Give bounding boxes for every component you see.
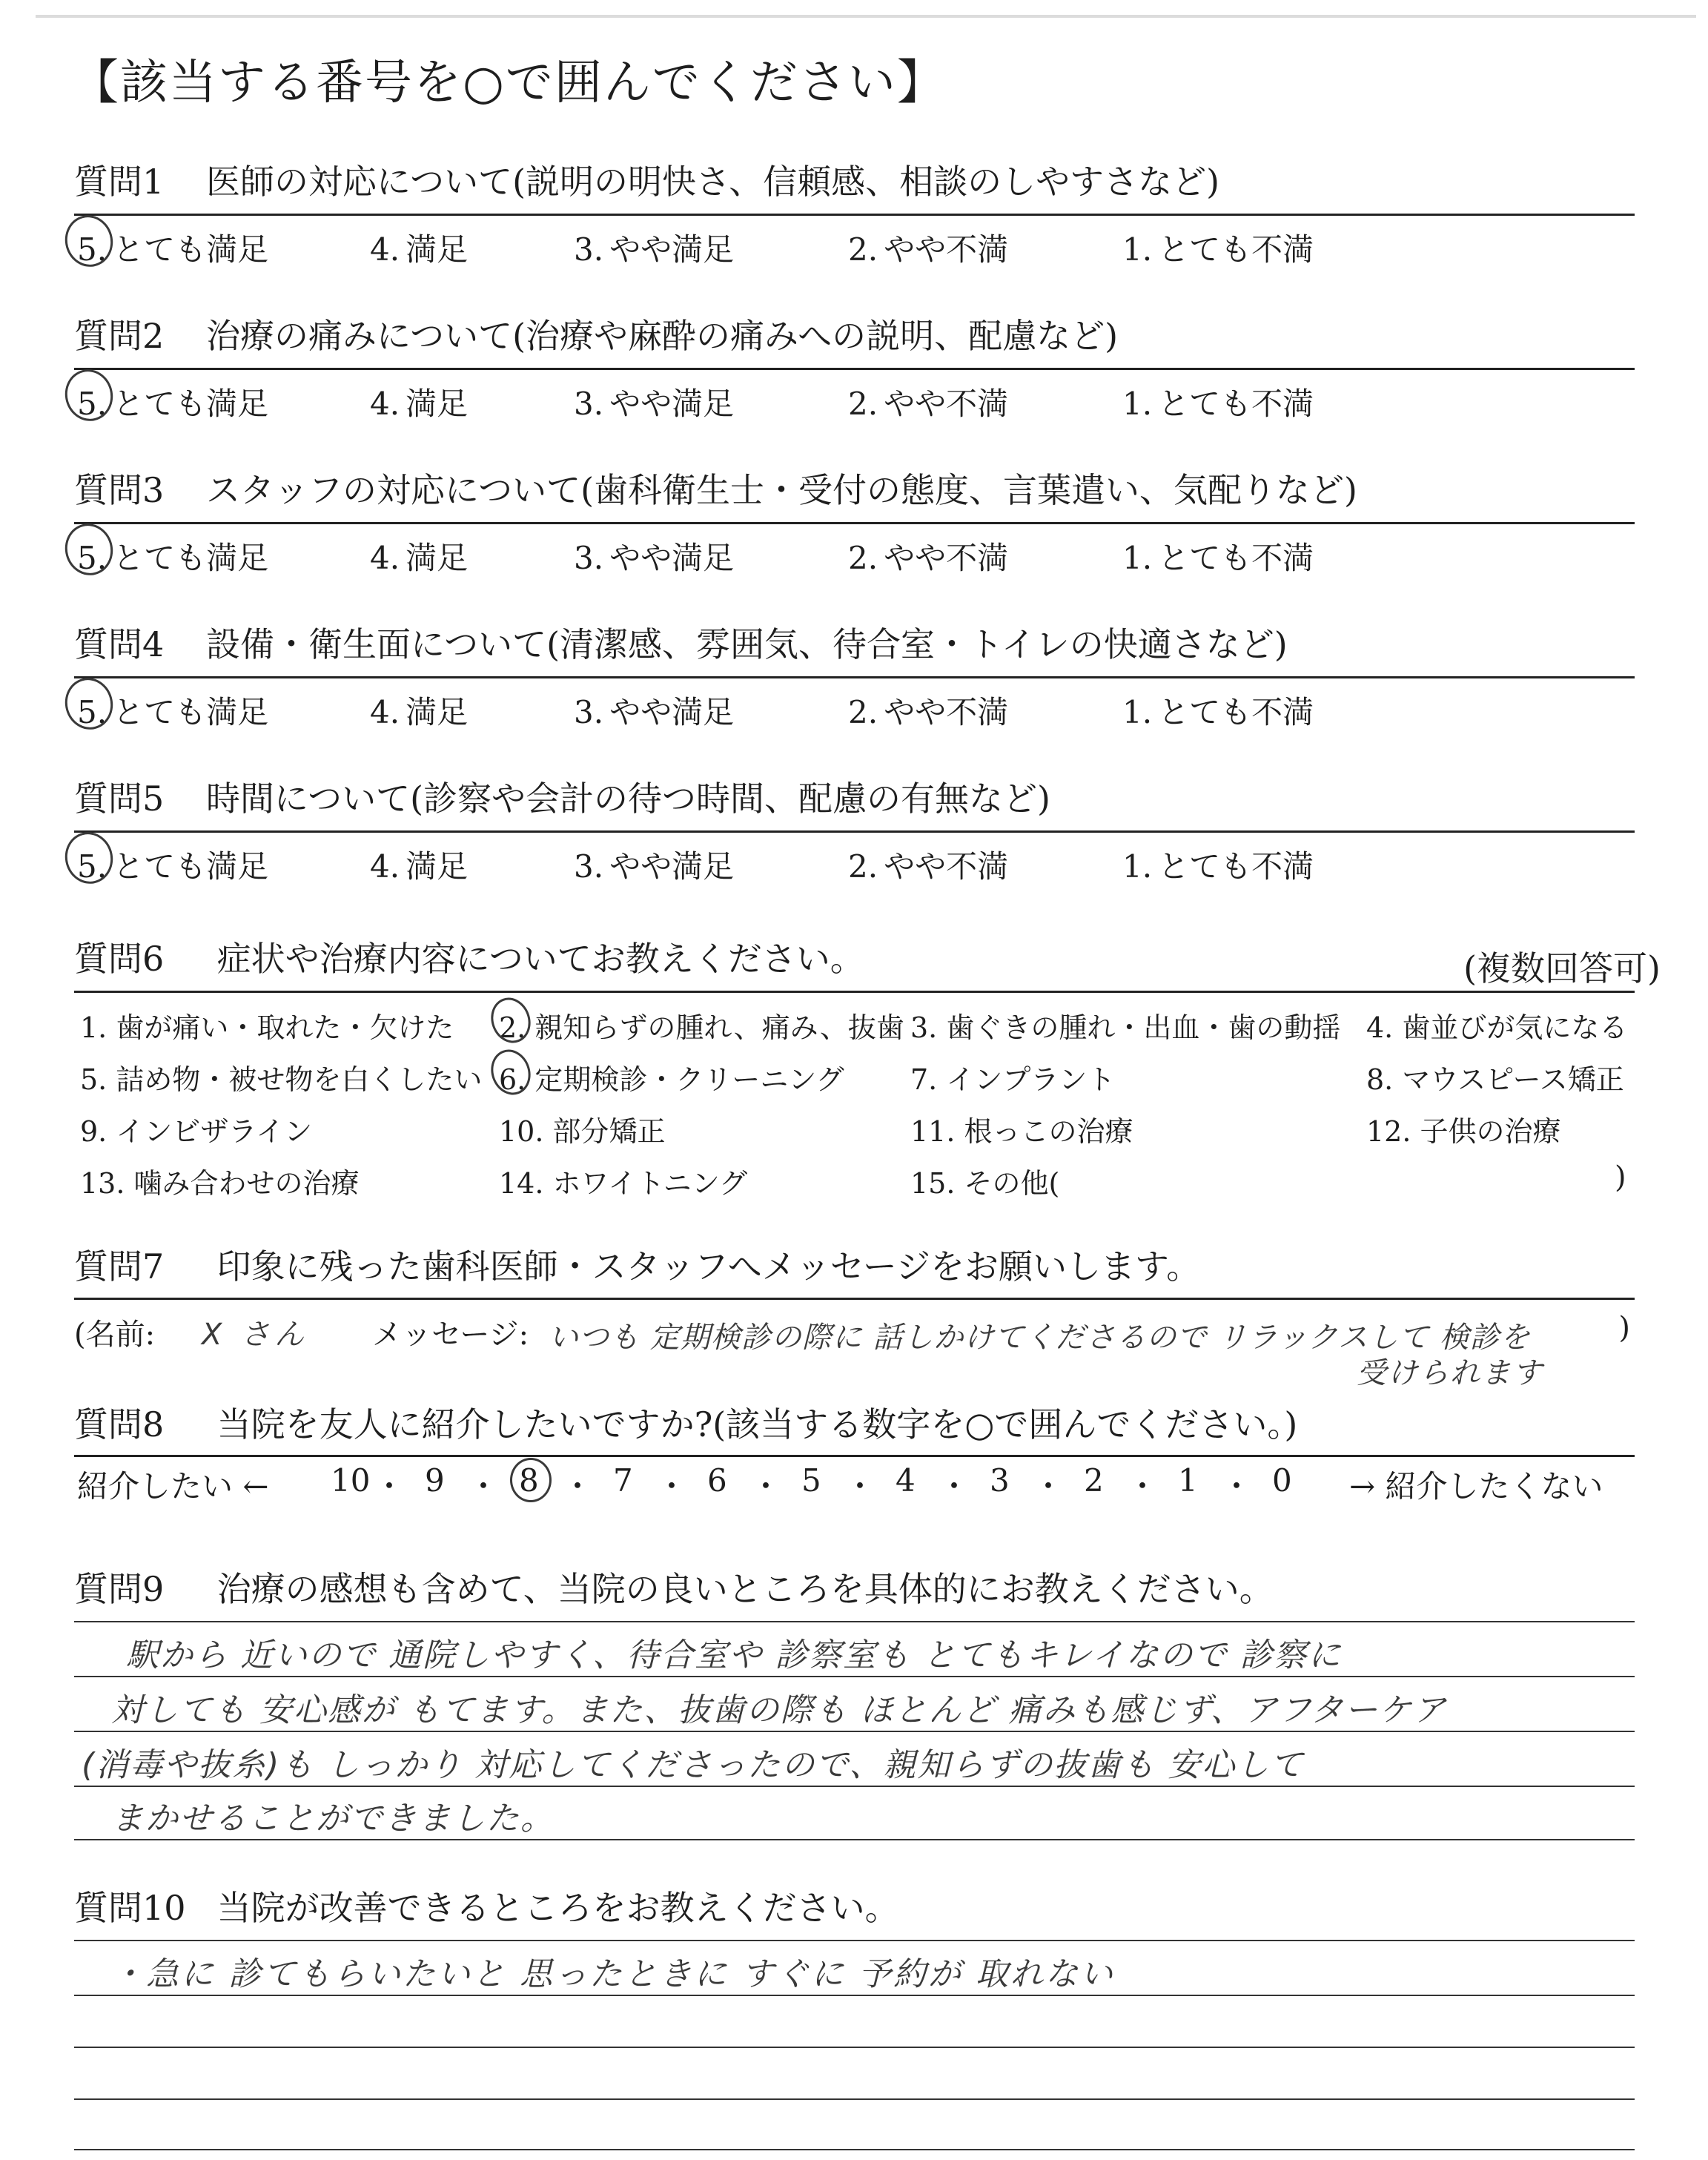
question-number: 質問1 bbox=[74, 162, 165, 202]
rating-number: 3. bbox=[574, 386, 604, 422]
top-divider bbox=[36, 15, 1696, 18]
rating-option[interactable] bbox=[370, 842, 468, 887]
q6-option-label: 13. 噛み合わせの治療 bbox=[80, 1167, 360, 1200]
multiple-answer-hint: (複数回答可) bbox=[1463, 948, 1661, 988]
question-6 bbox=[74, 939, 1631, 979]
rating-label: やや不満 bbox=[884, 848, 1009, 885]
question-8 bbox=[74, 1404, 1631, 1444]
answer-rule bbox=[74, 1839, 1635, 1840]
q6-option[interactable] bbox=[1366, 1057, 1624, 1097]
rating-options bbox=[77, 380, 1634, 424]
scale-separator: ・ bbox=[468, 1468, 500, 1505]
rating-option[interactable] bbox=[77, 534, 268, 578]
answer-rule bbox=[74, 1731, 1635, 1732]
question-text: 治療の痛みについて(治療や麻酔の痛みへの説明、配慮など) bbox=[206, 316, 1119, 356]
scale-value[interactable]: 8 bbox=[519, 1462, 539, 1499]
q6-option[interactable] bbox=[80, 1005, 454, 1046]
answer-rule bbox=[74, 1676, 1635, 1677]
question-rule bbox=[74, 522, 1635, 524]
question-1 bbox=[74, 162, 1631, 202]
q6-option-label: 4. 歯並びが気になる bbox=[1366, 1011, 1628, 1044]
rating-option[interactable] bbox=[574, 688, 734, 733]
handwritten-answer-line: まかせることができました。 bbox=[111, 1800, 555, 1837]
question-7 bbox=[74, 1246, 1631, 1287]
rating-number: 5. bbox=[77, 540, 107, 576]
rating-number: 2. bbox=[848, 848, 878, 885]
selected-circle-mark bbox=[59, 210, 119, 272]
rating-label: とても満足 bbox=[113, 540, 269, 576]
question-text: 医師の対応について(説明の明快さ、信頼感、相談のしやすさなど) bbox=[206, 162, 1220, 202]
question-number: 質問2 bbox=[74, 316, 165, 356]
q6-option-label: 15. その他( bbox=[910, 1167, 1060, 1200]
rating-label: とても不満 bbox=[1158, 694, 1314, 730]
rating-option[interactable] bbox=[574, 842, 734, 887]
q6-option-label: 2. 親知らずの腫れ、痛み、抜歯 bbox=[499, 1011, 904, 1044]
selected-circle-mark bbox=[510, 1458, 552, 1502]
question-number: 質問7 bbox=[74, 1246, 165, 1287]
rating-number: 1. bbox=[1122, 231, 1153, 268]
answer-rule bbox=[74, 1940, 1635, 1941]
q6-option[interactable] bbox=[1366, 1005, 1627, 1046]
question-number: 質問9 bbox=[74, 1569, 165, 1609]
q6-option[interactable] bbox=[1366, 1109, 1561, 1149]
answer-rule bbox=[74, 2149, 1635, 2150]
answer-rule bbox=[74, 2098, 1635, 2100]
question-text: 症状や治療内容についてお教えください。 bbox=[216, 939, 864, 979]
rating-number: 4. bbox=[370, 540, 400, 576]
question-5 bbox=[74, 779, 1631, 819]
question-number: 質問3 bbox=[74, 470, 165, 510]
rating-number: 5. bbox=[77, 848, 107, 885]
scale-value[interactable]: 5 bbox=[801, 1462, 821, 1499]
question-text: 治療の感想も含めて、当院の良いところを具体的にお教えください。 bbox=[216, 1569, 1274, 1609]
rating-number: 3. bbox=[574, 231, 604, 268]
rating-option[interactable] bbox=[370, 225, 468, 270]
message-value-line1: いつも 定期検診の際に 話しかけてくださるので リラックスして 検診を bbox=[549, 1321, 1531, 1355]
rating-label: 満足 bbox=[406, 694, 469, 730]
scale-left-label: 紹介したい ← bbox=[77, 1468, 269, 1505]
handwritten-answer-line: 対しても 安心感が もてます。また、抜歯の際も ほとんど 痛みも感じず、アフターケア bbox=[111, 1691, 1447, 1729]
q6-option-label: 1. 歯が痛い・取れた・欠けた bbox=[80, 1011, 454, 1044]
rating-options bbox=[77, 688, 1634, 733]
q6-option[interactable] bbox=[499, 1005, 904, 1046]
q6-option[interactable] bbox=[499, 1109, 666, 1149]
q6-option[interactable] bbox=[910, 1057, 1115, 1097]
handwritten-answer-line: ・急に 診てもらいたいと 思ったときに すぐに 予約が 取れない bbox=[111, 1955, 1115, 1993]
scale-separator: ・ bbox=[750, 1468, 782, 1505]
rating-option[interactable] bbox=[1122, 688, 1314, 733]
question-number: 質問6 bbox=[74, 939, 165, 979]
rating-option[interactable] bbox=[370, 688, 468, 733]
question-rule bbox=[74, 368, 1635, 370]
question-text: スタッフの対応について(歯科衛生士・受付の態度、言葉遣い、気配りなど) bbox=[206, 470, 1357, 510]
question-9 bbox=[74, 1569, 1631, 1609]
rating-label: 満足 bbox=[406, 231, 469, 268]
rating-option[interactable] bbox=[77, 688, 268, 733]
question-rule bbox=[74, 214, 1635, 216]
rating-number: 5. bbox=[77, 386, 107, 422]
q6-option[interactable] bbox=[80, 1109, 312, 1149]
handwritten-answer-line: 駅から 近いので 通院しやすく、待合室や 診察室も とてもキレイなので 診察に bbox=[126, 1636, 1343, 1674]
q6-option[interactable] bbox=[80, 1160, 360, 1201]
rating-label: やや満足 bbox=[609, 231, 735, 268]
rating-number: 4. bbox=[370, 848, 400, 885]
scale-value[interactable]: 6 bbox=[707, 1462, 727, 1499]
message-close-paren: ) bbox=[1618, 1311, 1630, 1345]
q6-option[interactable] bbox=[910, 1005, 1340, 1046]
answer-rule bbox=[74, 1786, 1635, 1787]
scale-value[interactable]: 4 bbox=[896, 1462, 916, 1499]
question-text: 時間について(診察や会計の待つ時間、配慮の有無など) bbox=[206, 779, 1050, 819]
rating-number: 1. bbox=[1122, 540, 1153, 576]
scale-right-label: → 紹介したくない bbox=[1349, 1468, 1603, 1505]
q6-option-label: 10. 部分矯正 bbox=[499, 1115, 666, 1148]
q6-option-label: 5. 詰め物・被せ物を白くしたい bbox=[80, 1063, 483, 1096]
rating-label: やや不満 bbox=[884, 231, 1009, 268]
rating-option[interactable] bbox=[1122, 534, 1314, 578]
scale-separator: ・ bbox=[656, 1468, 688, 1505]
scale-separator: ・ bbox=[844, 1468, 876, 1505]
scale-value[interactable]: 1 bbox=[1178, 1462, 1198, 1499]
rating-options bbox=[77, 534, 1634, 578]
q6-option-label: 12. 子供の治療 bbox=[1366, 1115, 1561, 1148]
q6-option-label: 3. 歯ぐきの腫れ・出血・歯の動揺 bbox=[910, 1011, 1341, 1044]
rating-label: 満足 bbox=[406, 386, 469, 422]
question-text: 印象に残った歯科医師・スタッフへメッセージをお願いします。 bbox=[216, 1246, 1201, 1287]
scale-separator: ・ bbox=[562, 1468, 594, 1505]
q6-option-label: 9. インビザライン bbox=[80, 1115, 313, 1148]
question-number: 質問10 bbox=[74, 1888, 186, 1928]
q6-other-close-paren: ) bbox=[1615, 1160, 1626, 1195]
scale-value[interactable]: 7 bbox=[613, 1462, 633, 1499]
rating-number: 2. bbox=[848, 694, 878, 730]
q6-option-label: 8. マウスピース矯正 bbox=[1366, 1063, 1624, 1096]
rating-number: 4. bbox=[370, 694, 400, 730]
rating-number: 1. bbox=[1122, 848, 1153, 885]
rating-number: 1. bbox=[1122, 386, 1153, 422]
scale-value[interactable]: 10 bbox=[331, 1462, 371, 1499]
name-label: (名前: bbox=[74, 1318, 156, 1352]
answer-rule bbox=[74, 1621, 1635, 1622]
rating-label: とても満足 bbox=[113, 848, 269, 885]
q6-option-label: 11. 根っこの治療 bbox=[910, 1115, 1133, 1148]
rating-number: 3. bbox=[574, 848, 604, 885]
q6-option-label: 6. 定期検診・クリーニング bbox=[499, 1063, 844, 1096]
rating-option[interactable] bbox=[574, 225, 734, 270]
rating-options bbox=[77, 842, 1634, 887]
scale-value[interactable]: 2 bbox=[1084, 1462, 1104, 1499]
q6-option[interactable] bbox=[910, 1109, 1133, 1149]
rating-label: やや不満 bbox=[884, 694, 1009, 730]
question-4 bbox=[74, 624, 1631, 664]
answer-rule bbox=[74, 1995, 1635, 1996]
scale-value[interactable]: 9 bbox=[425, 1462, 445, 1499]
recommend-scale bbox=[77, 1462, 1641, 1507]
rating-label: やや満足 bbox=[609, 848, 735, 885]
scale-value[interactable]: 3 bbox=[990, 1462, 1010, 1499]
question-text: 当院を友人に紹介したいですか?(該当する数字を○で囲んでください。) bbox=[216, 1404, 1298, 1444]
rating-option[interactable] bbox=[1122, 380, 1314, 424]
question-number: 質問5 bbox=[74, 779, 165, 819]
rating-label: とても不満 bbox=[1158, 386, 1314, 422]
q6-option[interactable] bbox=[499, 1160, 747, 1201]
q6-option[interactable] bbox=[910, 1160, 1059, 1201]
q6-option[interactable] bbox=[80, 1057, 482, 1097]
selected-circle-mark bbox=[59, 673, 119, 735]
rating-number: 2. bbox=[848, 386, 878, 422]
rating-option[interactable] bbox=[77, 225, 268, 270]
rating-number: 3. bbox=[574, 540, 604, 576]
rating-option[interactable] bbox=[848, 225, 1008, 270]
q6-option[interactable] bbox=[499, 1057, 844, 1097]
rating-number: 4. bbox=[370, 386, 400, 422]
question-7-rule bbox=[74, 1298, 1635, 1300]
question-number: 質問4 bbox=[74, 624, 165, 664]
scale-separator: ・ bbox=[1221, 1468, 1253, 1505]
handwritten-answer-line: (消毒や抜糸)も しっかり 対応してくださったので、親知らずの抜歯も 安心して bbox=[82, 1746, 1305, 1784]
rating-option[interactable] bbox=[848, 688, 1008, 733]
scale-separator: ・ bbox=[374, 1468, 406, 1505]
question-10 bbox=[74, 1888, 1631, 1928]
rating-option[interactable] bbox=[370, 534, 468, 578]
answer-rule bbox=[74, 2047, 1635, 2048]
rating-number: 2. bbox=[848, 231, 878, 268]
rating-number: 1. bbox=[1122, 694, 1153, 730]
rating-label: やや満足 bbox=[609, 694, 735, 730]
scale-separator: ・ bbox=[1127, 1468, 1159, 1505]
question-2 bbox=[74, 316, 1631, 356]
rating-label: やや満足 bbox=[609, 540, 735, 576]
rating-option[interactable] bbox=[1122, 225, 1314, 270]
scale-value[interactable]: 0 bbox=[1272, 1462, 1292, 1499]
question-rule bbox=[74, 830, 1635, 833]
question-8-rule bbox=[74, 1455, 1635, 1457]
rating-label: やや満足 bbox=[609, 386, 735, 422]
question-rule bbox=[74, 676, 1635, 678]
rating-number: 2. bbox=[848, 540, 878, 576]
rating-option[interactable] bbox=[574, 534, 734, 578]
message-label: メッセージ: bbox=[372, 1318, 529, 1352]
message-value-line2: 受けられます bbox=[1357, 1356, 1543, 1390]
rating-label: とても不満 bbox=[1158, 540, 1314, 576]
rating-label: とても不満 bbox=[1158, 231, 1314, 268]
question-3 bbox=[74, 470, 1631, 510]
rating-label: やや不満 bbox=[884, 386, 1009, 422]
question-text: 設備・衛生面について(清潔感、雰囲気、待合室・トイレの快適さなど) bbox=[206, 624, 1288, 664]
rating-number: 5. bbox=[77, 694, 107, 730]
rating-label: とても満足 bbox=[113, 386, 269, 422]
rating-option[interactable] bbox=[77, 380, 268, 424]
q6-option-label: 7. インプラント bbox=[910, 1063, 1116, 1096]
selected-circle-mark bbox=[59, 364, 119, 426]
scale-separator: ・ bbox=[1033, 1468, 1065, 1505]
name-value: X さん bbox=[202, 1318, 309, 1352]
question-6-rule bbox=[74, 991, 1635, 993]
rating-option[interactable] bbox=[848, 842, 1008, 887]
rating-option[interactable] bbox=[574, 380, 734, 424]
rating-label: 満足 bbox=[406, 848, 469, 885]
q6-option-label: 14. ホワイトニング bbox=[499, 1167, 748, 1200]
question-text: 当院が改善できるところをお教えください。 bbox=[216, 1888, 899, 1928]
selected-circle-mark bbox=[59, 827, 119, 889]
rating-label: とても不満 bbox=[1158, 848, 1314, 885]
scale-separator: ・ bbox=[939, 1468, 970, 1505]
rating-number: 4. bbox=[370, 231, 400, 268]
rating-option[interactable] bbox=[848, 380, 1008, 424]
rating-label: 満足 bbox=[406, 540, 469, 576]
rating-number: 3. bbox=[574, 694, 604, 730]
rating-label: とても満足 bbox=[113, 694, 269, 730]
selected-circle-mark bbox=[59, 518, 119, 581]
rating-label: やや不満 bbox=[884, 540, 1009, 576]
rating-option[interactable] bbox=[370, 380, 468, 424]
rating-option[interactable] bbox=[77, 842, 268, 887]
rating-options bbox=[77, 225, 1634, 270]
question-number: 質問8 bbox=[74, 1404, 165, 1444]
instruction-header: 【該当する番号を○で囲んでください】 bbox=[71, 56, 946, 110]
rating-number: 5. bbox=[77, 231, 107, 268]
rating-option[interactable] bbox=[1122, 842, 1314, 887]
rating-option[interactable] bbox=[848, 534, 1008, 578]
rating-label: とても満足 bbox=[113, 231, 269, 268]
